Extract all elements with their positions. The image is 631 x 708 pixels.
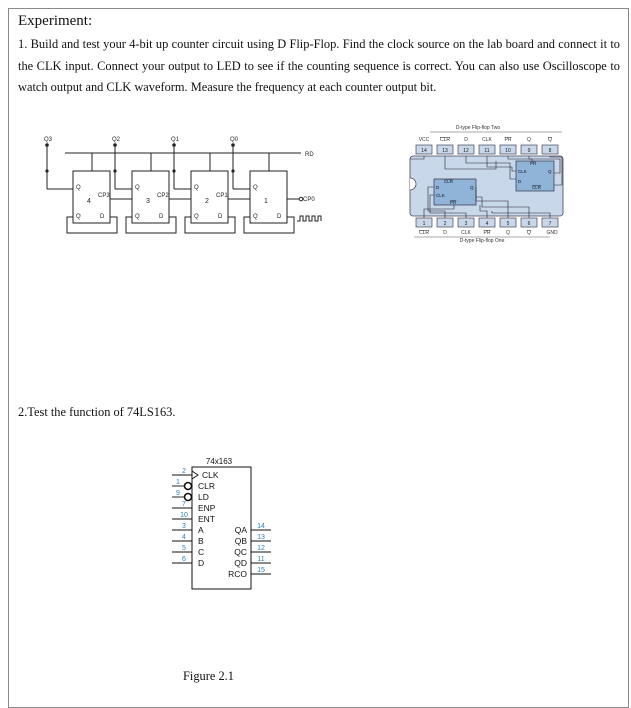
output-q1: Q1 (171, 137, 180, 143)
ff4-clock-label: CP3 (98, 193, 110, 199)
reset-label: RD (305, 152, 314, 158)
chip-pin-4: 4 (485, 221, 489, 227)
chip-bottom-label-4: PR (483, 230, 491, 236)
chip-top-label-2: CLR (439, 137, 451, 143)
ic-pin-rco: 15 (257, 567, 265, 574)
ic-pin-qc: 12 (257, 545, 265, 552)
chip-pin-10: 10 (505, 148, 511, 154)
ff-one-pr: PR (450, 200, 457, 205)
ff3-stage: 3 (146, 198, 150, 205)
ff3-d: D (159, 214, 164, 220)
ic-pin-ent: 10 (180, 512, 188, 519)
ic-pin-b: 4 (182, 534, 186, 541)
ff-one-d: D (436, 185, 440, 190)
ff4-q: Q (76, 185, 81, 191)
ic-pin-clk: 2 (182, 468, 186, 475)
ld-inversion-bubble (185, 494, 192, 501)
ff2-stage: 2 (205, 198, 209, 205)
ff4-stage: 4 (87, 198, 91, 205)
chip-top-label-6: Q (527, 137, 531, 143)
chip-pin-7: 7 (548, 221, 552, 227)
ic-pin-qd: 11 (257, 556, 265, 563)
document-frame (8, 8, 629, 708)
ff3-clock-label: CP2 (157, 193, 169, 199)
chip-pin-5: 5 (506, 221, 510, 227)
chip-pin-13: 13 (442, 148, 448, 154)
chip-bottom-label-5: Q (506, 230, 510, 236)
ff4-d: D (100, 214, 105, 220)
dual-d-flipflop-pinout (400, 123, 570, 244)
output-q3: Q3 (44, 137, 53, 143)
chip-bottom-label-2: D (443, 230, 447, 236)
ic-label-a: A (198, 525, 204, 535)
chip-pin-6: 6 (527, 221, 531, 227)
ic-label-c: C (198, 547, 205, 557)
chip-bottom-label-6: Q (527, 230, 531, 236)
ic-label-d: D (198, 558, 205, 568)
ic-label-b: B (198, 536, 204, 546)
ic-label-enp: ENP (198, 503, 216, 513)
ff-two-clr: CLR (532, 185, 542, 190)
chip-top-label-1: VCC (418, 137, 430, 143)
chip-pin-11: 11 (484, 148, 490, 154)
ic-label-qb: QB (234, 536, 247, 546)
experiment-title: Experiment: (18, 13, 93, 29)
chip-top-caption: D-type Flip-flop Two (455, 125, 501, 131)
chip-top-label-3: D (464, 137, 468, 143)
ff1-stage: 1 (264, 198, 268, 205)
ic-pin-clr: 1 (176, 479, 180, 486)
ic-pin-c: 5 (182, 545, 186, 552)
chip-bottom-label-3: CLK (461, 230, 471, 236)
chip-top-label-4: CLK (482, 137, 492, 143)
experiment-instruction: 1. Build and test your 4-bit up counter circuit using D Flip-Flop. Find the clock source on the lab board and connect it to the CLK input. Connect your output to LED to see if the counting sequence is correct. You can also use Oscilloscope to watch output and CLK waveform. Measure the frequency at each counter output bit. (18, 37, 620, 94)
section2-heading: 2.Test the function of 74LS163. (18, 405, 176, 419)
ff2-d: D (218, 214, 223, 220)
ic-pin-a: 3 (182, 523, 186, 530)
ic-label-qa: QA (234, 525, 247, 535)
figure-caption: Figure 2.1 (183, 669, 234, 683)
chip-pin-9: 9 (527, 148, 531, 154)
output-q2: Q2 (112, 137, 121, 143)
chip-bottom-label-7: GND (546, 230, 558, 236)
ic-pin-d: 6 (182, 556, 186, 563)
chip-pin-14: 14 (421, 148, 427, 154)
ic-label-qc: QC (234, 547, 247, 557)
ic-label-clk: CLK (202, 470, 219, 480)
ic-pin-enp: 7 (182, 501, 186, 508)
ic-pin-ld: 9 (176, 490, 180, 497)
ff-one-clr: CLR (444, 179, 454, 184)
clock-input-label: CP0 (303, 197, 315, 203)
ic-name: 74x163 (205, 457, 233, 466)
ff1-q: Q (253, 185, 258, 191)
ff2-clock-label: CP1 (216, 193, 228, 199)
chip-bottom-label-1: CLR (418, 230, 430, 236)
ff1-d: D (277, 214, 282, 220)
chip-top-label-7: Q (548, 137, 552, 143)
chip-pin-2: 2 (443, 221, 447, 227)
counter-schematic (37, 121, 337, 241)
chip-pin-12: 12 (463, 148, 469, 154)
ic-label-qd: QD (234, 558, 247, 568)
ff-two-clk: CLK (518, 169, 527, 174)
ff1-qbar: Q (253, 214, 258, 220)
ff3-qbar: Q (135, 214, 140, 220)
ff2-qbar: Q (194, 214, 199, 220)
ic-label-clr: CLR (198, 481, 216, 491)
ff-two-d: D (518, 179, 522, 184)
chip-top-label-5: PR (504, 137, 512, 143)
ff2-q: Q (194, 185, 199, 191)
ic-pin-qb: 13 (257, 534, 265, 541)
clr-inversion-bubble (185, 483, 192, 490)
ic-label-ld: LD (198, 492, 209, 502)
ic-label-rco: RCO (228, 569, 247, 579)
ff4-qbar: Q (76, 214, 81, 220)
ic-74x163-symbol (153, 455, 303, 605)
chip-pin-8: 8 (548, 148, 552, 154)
output-q0: Q0 (230, 137, 239, 143)
ff-two-q: Q (548, 169, 552, 174)
ic-label-ent: ENT (198, 514, 215, 524)
chip-bottom-caption: D-type Flip-flop One (459, 238, 505, 244)
ff-one-q: Q (470, 185, 474, 190)
chip-pin-3: 3 (464, 221, 468, 227)
chip-pin-1: 1 (422, 221, 426, 227)
ic-pin-qa: 14 (257, 523, 265, 530)
ff-one-clk: CLK (436, 193, 445, 198)
ff3-q: Q (135, 185, 140, 191)
ff-two-pr: PR (530, 161, 537, 166)
